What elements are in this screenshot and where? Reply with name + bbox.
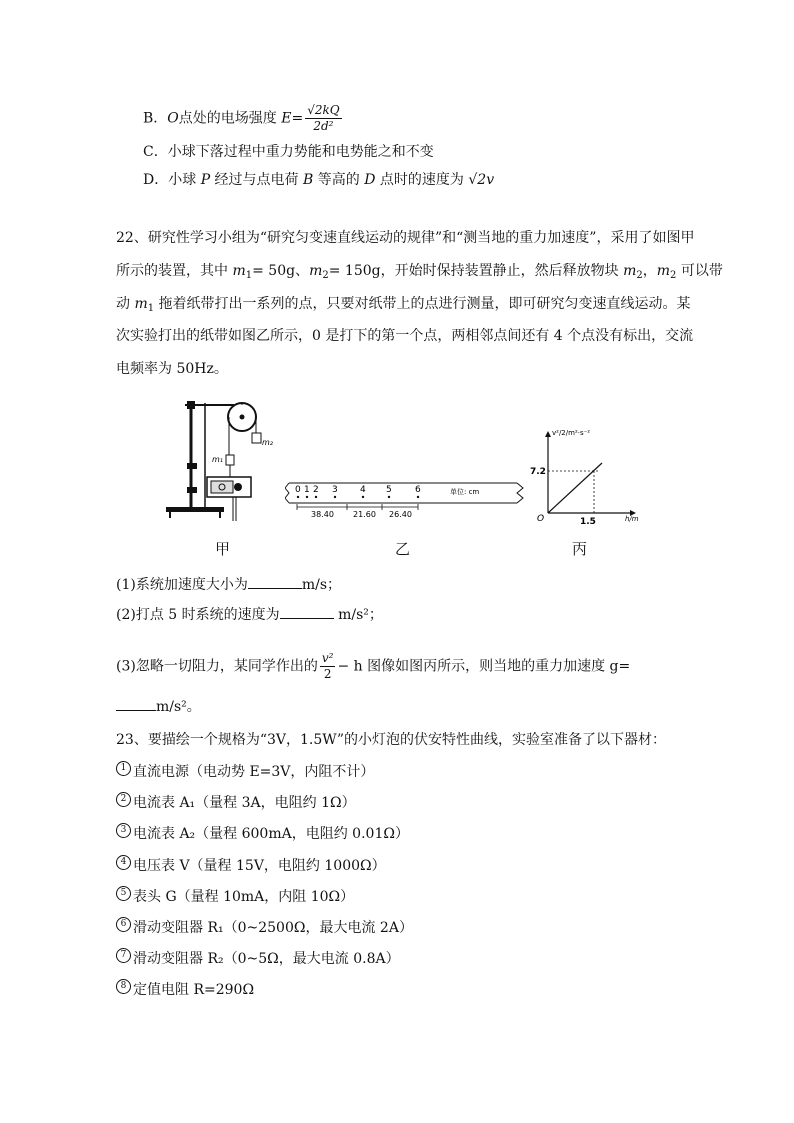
equipment-text: 直流电源（电动势 E=3V，内阻不计） <box>133 764 375 780</box>
figure-graph <box>530 425 645 525</box>
circled-number: 8 <box>116 979 131 994</box>
graph-x-value: 1.5 <box>580 517 596 525</box>
equipment-text: 滑动变阻器 R₁（0~2500Ω，最大电流 2A） <box>133 920 413 936</box>
q22-line-1: 22、研究性学习小组为“研究匀变速直线运动的规律”和“测当地的重力加速度”，采用了如图甲 <box>116 230 695 246</box>
equipment-item <box>116 949 400 969</box>
tape-tick-0: 0 <box>295 485 301 495</box>
answer-blank-3[interactable] <box>116 698 156 711</box>
tape-tick-4: 4 <box>360 485 366 495</box>
tape-unit: 单位: cm <box>450 488 480 496</box>
circled-number: 3 <box>116 823 131 838</box>
answer-blank-2[interactable] <box>280 606 334 619</box>
equipment-item <box>116 856 386 876</box>
q22-line-4: 次实验打出的纸带如图乙所示，0 是打下的第一个点，两相邻点间还有 4 个点没有标出，交流 <box>116 328 694 344</box>
q22-line-3: 动 $m_1$ 拖着纸带打出一系列的点，只要对纸带上的点进行测量，即可研究匀变速直线运动。某 <box>116 296 691 314</box>
graph-y-value: 7.2 <box>530 467 546 477</box>
graph-x-label: h/m <box>625 515 639 523</box>
figure-label-bing: 丙 <box>572 540 588 558</box>
tape-dot-2 <box>315 496 317 498</box>
tape-dot-3 <box>334 496 336 498</box>
equipment-item <box>116 887 354 907</box>
figure-label-yi: 乙 <box>395 540 411 558</box>
q22-line-5: 电频率为 50Hz。 <box>116 361 228 377</box>
tape-tick-6: 6 <box>415 485 421 495</box>
tape-dot-0 <box>297 496 299 498</box>
q22-sub-1: (1)系统加速度大小为 m/s； <box>116 577 342 593</box>
label-m1: m₁ <box>212 455 223 464</box>
figure-tape <box>285 477 535 519</box>
circled-number: 1 <box>116 761 131 776</box>
circled-number: 2 <box>116 792 131 807</box>
equipment-text: 电流表 A₁（量程 3A，电阻约 1Ω） <box>133 795 356 812</box>
tape-tick-1: 1 <box>304 485 310 495</box>
q23-intro: 23、要描绘一个规格为“3V，1.5W”的小灯泡的伏安特性曲线，实验室准备了以下器材： <box>116 732 667 748</box>
graph-y-label: v²/2/m²·s⁻² <box>552 429 591 437</box>
graph-origin: O <box>537 514 545 524</box>
tape-dot-5 <box>388 496 390 498</box>
tape-tick-labels <box>295 485 421 498</box>
equipment-item <box>116 980 254 1000</box>
tape-distance-1: 38.40 <box>311 510 334 519</box>
q22-sub-2: (2)打点 5 时系统的速度为 m/s²； <box>116 607 383 623</box>
tape-distance-2: 21.60 <box>353 510 376 519</box>
q22-sub-3-answer: m/s²。 <box>116 697 201 717</box>
option-b: B．O点处的电场强度 E= $\frac{√2kQ}{\text{2d²}}$ <box>143 103 340 133</box>
circled-number: 6 <box>116 917 131 932</box>
q22-sub-3: (3)忽略一切阻力，某同学作出的 $\frac{\text{v²}}{2}$ − h 图像如图丙所示，则当地的重力加速度 g= <box>116 651 631 681</box>
answer-blank-1[interactable] <box>248 576 302 589</box>
circled-number: 4 <box>116 855 131 870</box>
tape-dot-1 <box>306 496 308 498</box>
equipment-text: 定值电阻 R=290Ω <box>133 982 255 999</box>
figure-label-jia: 甲 <box>215 540 231 558</box>
q22-line-2: 所示的装置，其中 $m_1= 50g$、$m_2= 150g$，开始时保持装置静止，然后释放物块 $m_2$，$m_2$ 可以带 <box>116 263 723 281</box>
option-c: C．小球下落过程中重力势能和电势能之和不变 <box>143 144 434 160</box>
v2-over-2-fraction: $\frac{\text{v²}}{2}$ <box>321 651 334 681</box>
tape-dot-6 <box>417 496 419 498</box>
circled-number: 7 <box>116 948 131 963</box>
tape-dot-4 <box>362 496 364 498</box>
tape-distance-3: 26.40 <box>389 510 412 519</box>
equipment-item <box>116 824 409 844</box>
equipment-item <box>116 762 374 782</box>
equipment-text: 电压表 V（量程 15V，电阻约 1000Ω） <box>133 857 386 874</box>
equipment-text: 表头 G（量程 10mA，内阻 10Ω） <box>133 888 355 905</box>
field-strength-fraction: $\frac{√2kQ}{\text{2d²}}$ <box>307 103 340 133</box>
label-m2: m₂ <box>262 438 273 447</box>
equipment-item <box>116 793 356 813</box>
option-d: D．小球 P 经过与点电荷 B 等高的 D 点时的速度为 √2v <box>143 172 495 188</box>
tape-tick-3: 3 <box>332 485 338 495</box>
tape-tick-5: 5 <box>386 485 392 495</box>
circled-number: 5 <box>116 886 131 901</box>
equipment-text: 电流表 A₂（量程 600mA，电阻约 0.01Ω） <box>133 826 409 843</box>
tape-tick-2: 2 <box>313 485 319 495</box>
figure-apparatus <box>160 395 275 525</box>
equipment-item <box>116 918 413 938</box>
equipment-text: 滑动变阻器 R₂（0~5Ω，最大电流 0.8A） <box>133 951 400 968</box>
